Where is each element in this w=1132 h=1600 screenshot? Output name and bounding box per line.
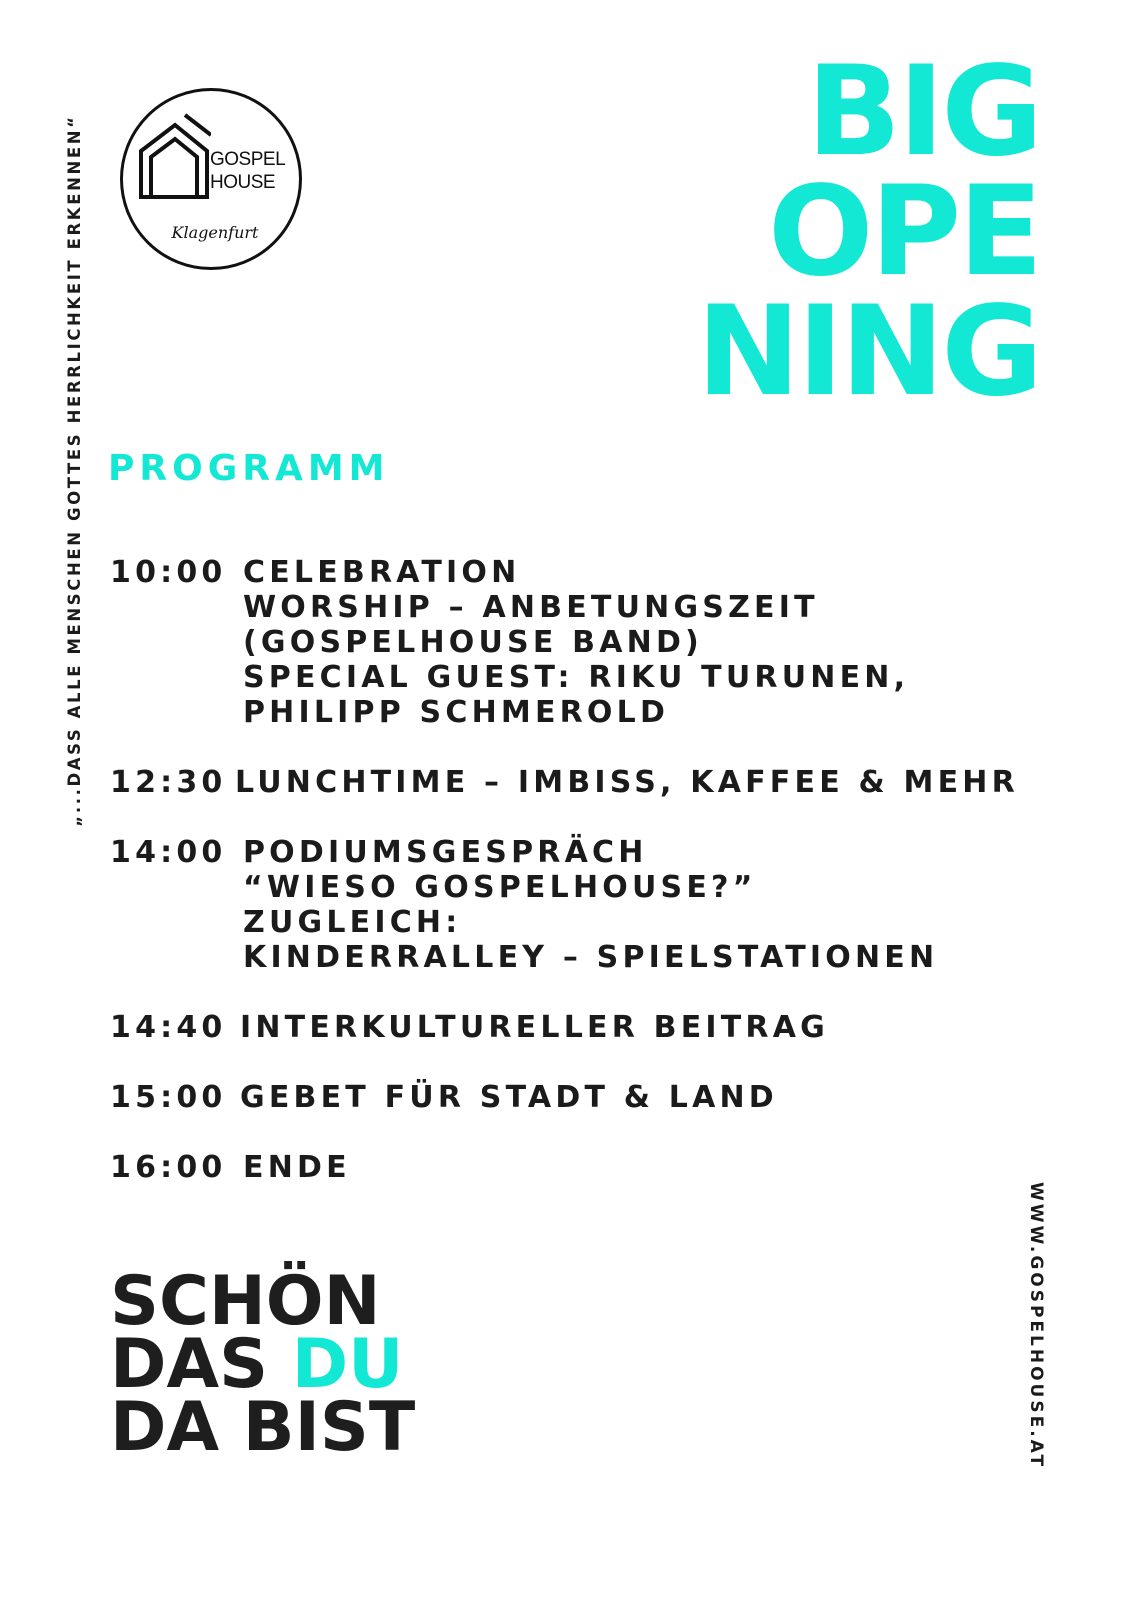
- entry-line: SPECIAL GUEST: RIKU TURUNEN,: [243, 660, 910, 695]
- title-line-1: BIG: [806, 40, 1040, 184]
- logo-name-line2: HOUSE: [210, 172, 276, 193]
- schedule-entry-1500: [110, 1080, 1080, 1115]
- entry-line: (GOSPELHOUSE BAND): [243, 625, 703, 660]
- title-line-3: NING: [696, 280, 1040, 424]
- logo-city: Klagenfurt: [171, 223, 259, 242]
- entry-time: 10:00: [110, 555, 227, 590]
- entry-line: INTERKULTURELLER BEITRAG: [240, 1010, 829, 1045]
- logo-name-line1: GOSPEL: [210, 149, 286, 170]
- big-opening-title: [696, 40, 1040, 424]
- entry-line: CELEBRATION: [243, 555, 521, 590]
- entry-line: PODIUMSGESPRÄCH: [243, 835, 648, 870]
- entry-line: “WIESO GOSPELHOUSE?”: [243, 870, 757, 905]
- entry-time: 14:00: [110, 835, 227, 870]
- slogan-line-2: [110, 1325, 415, 1404]
- title-line-2: OPE: [768, 160, 1040, 304]
- entry-time: 16:00: [110, 1150, 227, 1185]
- schedule-entry-1000: [110, 555, 1080, 730]
- programm-heading: PROGRAMM: [108, 448, 390, 489]
- slogan-du: DU: [291, 1325, 404, 1404]
- entry-time: 12:30: [110, 765, 227, 800]
- entry-line: ZUGLEICH:: [243, 905, 462, 940]
- schedule-entry-1600: [110, 1150, 1080, 1185]
- entry-line: PHILIPP SCHMEROLD: [243, 695, 670, 730]
- slogan-line-3: DA BIST: [110, 1388, 416, 1467]
- entry-line: ENDE: [243, 1150, 351, 1185]
- entry-line: KINDERRALLEY – SPIELSTATIONEN: [243, 940, 939, 975]
- entry-line: LUNCHTIME – IMBISS, KAFFEE & MEHR: [235, 765, 1019, 800]
- gospelhouse-logo: [120, 88, 302, 270]
- entry-time: 15:00: [110, 1080, 227, 1115]
- website-link[interactable]: WWW.GOSPELHOUSE.AT: [1026, 1182, 1046, 1470]
- side-quote: „...DASS ALLE MENSCHEN GOTTES HERRLICHKEIT ERKENNEN“: [65, 114, 84, 827]
- entry-time: 14:40: [110, 1010, 227, 1045]
- entry-line: WORSHIP – ANBETUNGSZEIT: [243, 590, 819, 625]
- entry-line: GEBET FÜR STADT & LAND: [240, 1080, 778, 1115]
- schedule-entry-1230: [110, 765, 1080, 800]
- logo-wordmark: [210, 148, 285, 194]
- schedule-entry-1400: [110, 835, 1080, 975]
- schedule: [110, 555, 1080, 1185]
- slogan: [110, 1262, 416, 1467]
- slogan-line-1: SCHÖN: [110, 1262, 381, 1341]
- house-icon: [137, 113, 211, 199]
- slogan-das: DAS: [110, 1325, 269, 1404]
- schedule-entry-1440: [110, 1010, 1080, 1045]
